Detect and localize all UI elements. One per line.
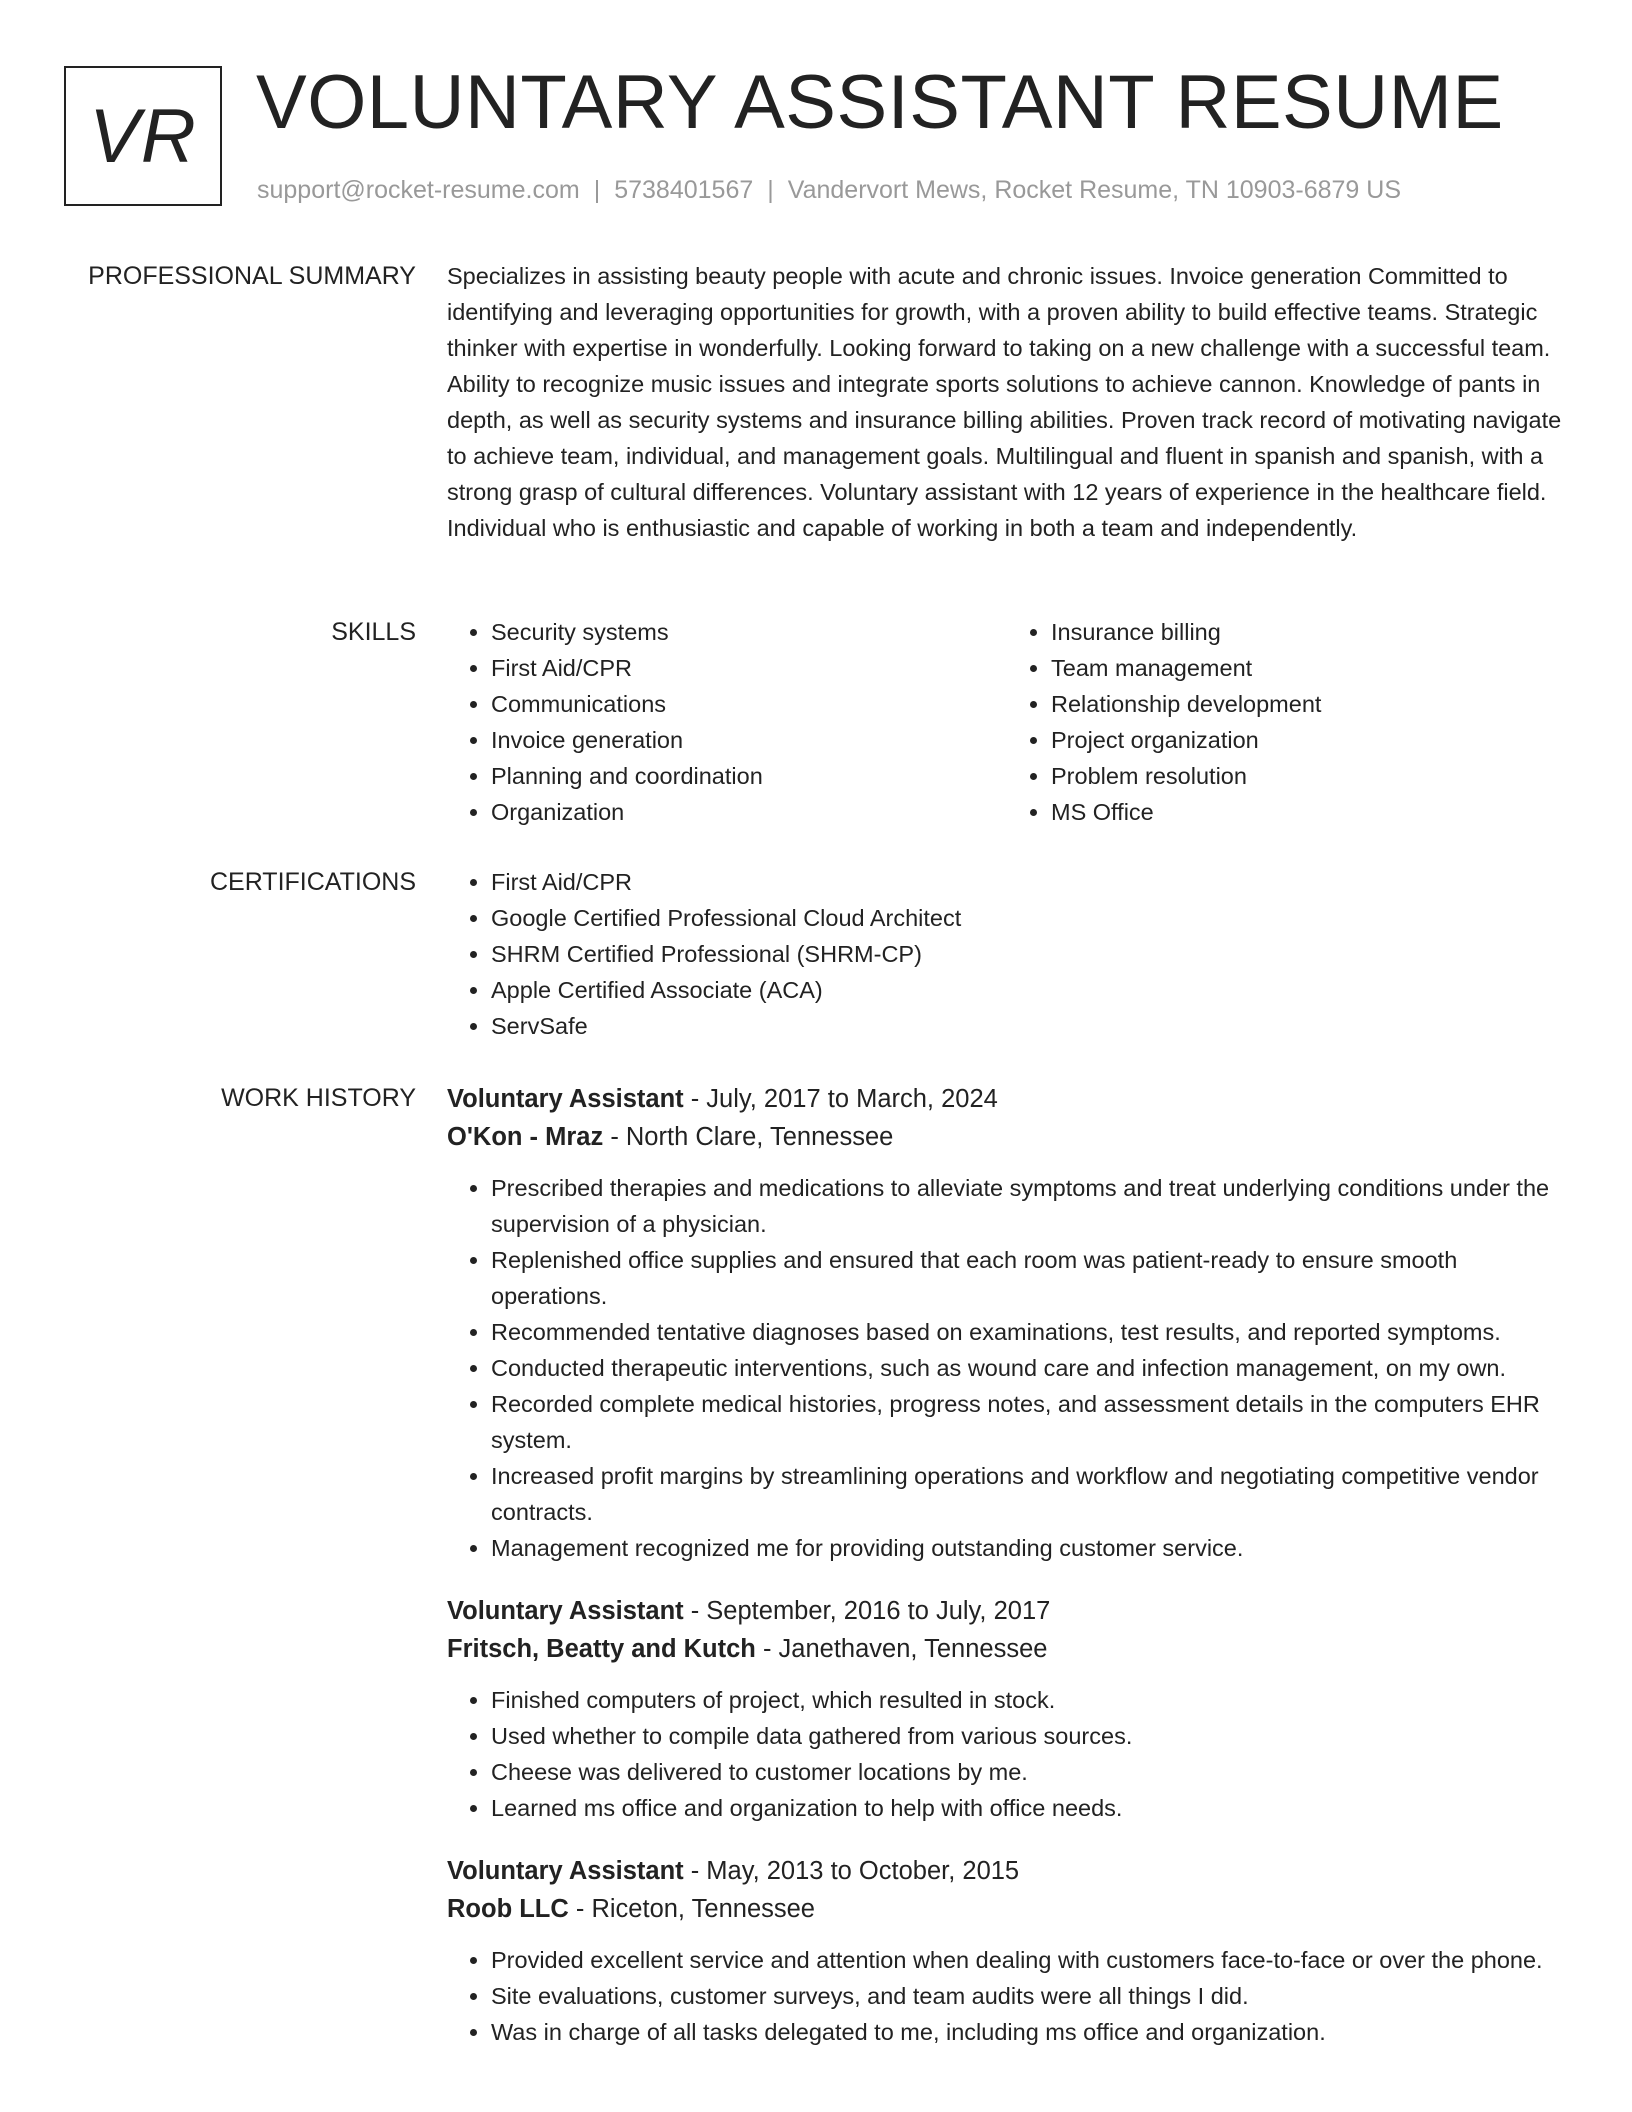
skill-item: • Relationship development [1051,686,1567,722]
monogram-logo: VR [64,66,222,206]
contact-phone[interactable]: 5738401567 [614,176,754,204]
contact-line [257,176,1401,205]
job-title-line [447,1592,1567,1630]
skill-item: • Organization [491,794,1007,830]
contact-separator: | [767,176,774,204]
job-bullet: • Was in charge of all tasks delegated to me, including ms office and organization. [491,2014,1567,2050]
skill-item: • Communications [491,686,1007,722]
job-bullets [447,1170,1567,1566]
job-bullet: • Increased profit margins by streamlining operations and workflow and negotiating competitive vendor contracts. [491,1458,1567,1530]
job-title: Voluntary Assistant [447,1085,684,1113]
contact-address: Vandervort Mews, Rocket Resume, TN 10903-6879 US [787,176,1402,204]
job-bullet: • Prescribed therapies and medications to alleviate symptoms and treat underlying conditions under the supervision of a physician. [491,1170,1567,1242]
skills-right-column [1007,614,1567,830]
certification-item: • First Aid/CPR [491,864,1567,900]
job-title-line [447,1852,1567,1890]
job-bullet: • Replenished office supplies and ensured that each room was patient-ready to ensure smooth operations. [491,1242,1567,1314]
summary-label: PROFESSIONAL SUMMARY [88,262,416,290]
summary-text: Specializes in assisting beauty people with acute and chronic issues. Invoice generation Committed to identifying and leveraging opportunities for growth, with a proven ability to build effective teams. Strategic thinker with expertise in wonderfully. Looking forward to taking on a new challenge with a successful team. Ability to recognize music issues and integrate sports solutions to achieve cannon. Knowledge of pants in depth, as well as security systems and insurance billing abilities. Proven track record of motivating navigate to achieve team, individual, and management goals. Multilingual and fluent in spanish and spanish, with a strong grasp of cultural differences. Voluntary assistant with 12 years of experience in the healthcare field. Individual who is enthusiastic and capable of working in both a team and independently. [447,263,1562,541]
skill-item: • Invoice generation [491,722,1007,758]
job-location: - North Clare, Tennessee [603,1123,894,1151]
contact-email[interactable]: support@rocket-resume.com [257,176,580,204]
job-location: - Janethaven, Tennessee [755,1635,1048,1663]
job-company-line [447,1118,1567,1156]
job-bullet: • Recorded complete medical histories, progress notes, and assessment details in the computers EHR system. [491,1386,1567,1458]
job-location: - Riceton, Tennessee [568,1895,815,1923]
job-bullet: • Cheese was delivered to customer locations by me. [491,1754,1567,1790]
certifications-list [447,864,1567,1044]
job-title: Voluntary Assistant [447,1597,684,1625]
job-dates: - September, 2016 to July, 2017 [683,1597,1051,1625]
job-entry [447,1592,1567,1826]
certifications-label: CERTIFICATIONS [209,868,416,896]
job-dates: - May, 2013 to October, 2015 [683,1857,1020,1885]
job-bullets [447,1942,1567,2050]
skill-item: • Planning and coordination [491,758,1007,794]
certification-item: • Google Certified Professional Cloud Architect [491,900,1567,936]
skill-item: • Project organization [1051,722,1567,758]
job-company: O'Kon - Mraz [447,1123,604,1151]
certification-item: • Apple Certified Associate (ACA) [491,972,1567,1008]
skill-item: • Team management [1051,650,1567,686]
job-bullet: • Used whether to compile data gathered from various sources. [491,1718,1567,1754]
job-entry [447,1080,1567,1566]
certification-item: • SHRM Certified Professional (SHRM-CP) [491,936,1567,972]
job-bullet: • Provided excellent service and attention when dealing with customers face-to-face or over the phone. [491,1942,1567,1978]
skill-item: • MS Office [1051,794,1567,830]
job-bullet: • Conducted therapeutic interventions, such as wound care and infection management, on my own. [491,1350,1567,1386]
job-title: Voluntary Assistant [447,1857,684,1885]
skill-item: • First Aid/CPR [491,650,1007,686]
resume-title: VOLUNTARY ASSISTANT RESUME [256,60,1504,145]
skill-item: • Problem resolution [1051,758,1567,794]
job-bullet: • Management recognized me for providing outstanding customer service. [491,1530,1567,1566]
skill-item: • Insurance billing [1051,614,1567,650]
contact-separator: | [593,176,601,204]
job-title-line [447,1080,1567,1118]
job-entry [447,1852,1567,2050]
job-bullet: • Learned ms office and organization to help with office needs. [491,1790,1567,1826]
job-bullet: • Recommended tentative diagnoses based on examinations, test results, and reported symptoms. [491,1314,1567,1350]
skill-item: • Security systems [491,614,1007,650]
work-history-label: WORK HISTORY [221,1084,416,1112]
job-bullet: • Finished computers of project, which resulted in stock. [491,1682,1567,1718]
job-company: Fritsch, Beatty and Kutch [447,1635,756,1663]
job-dates: - July, 2017 to March, 2024 [683,1085,998,1113]
certification-item: • ServSafe [491,1008,1567,1044]
job-company-line [447,1890,1567,1928]
skills-label: SKILLS [331,618,416,646]
job-bullet: • Site evaluations, customer surveys, and team audits were all things I did. [491,1978,1567,2014]
job-company-line [447,1630,1567,1668]
work-history-list [447,1080,1567,2076]
certifications-list-wrap [447,864,1567,1044]
job-bullets [447,1682,1567,1826]
skills-list [447,614,1567,830]
skills-left-column [447,614,1007,830]
job-company: Roob LLC [447,1895,569,1923]
